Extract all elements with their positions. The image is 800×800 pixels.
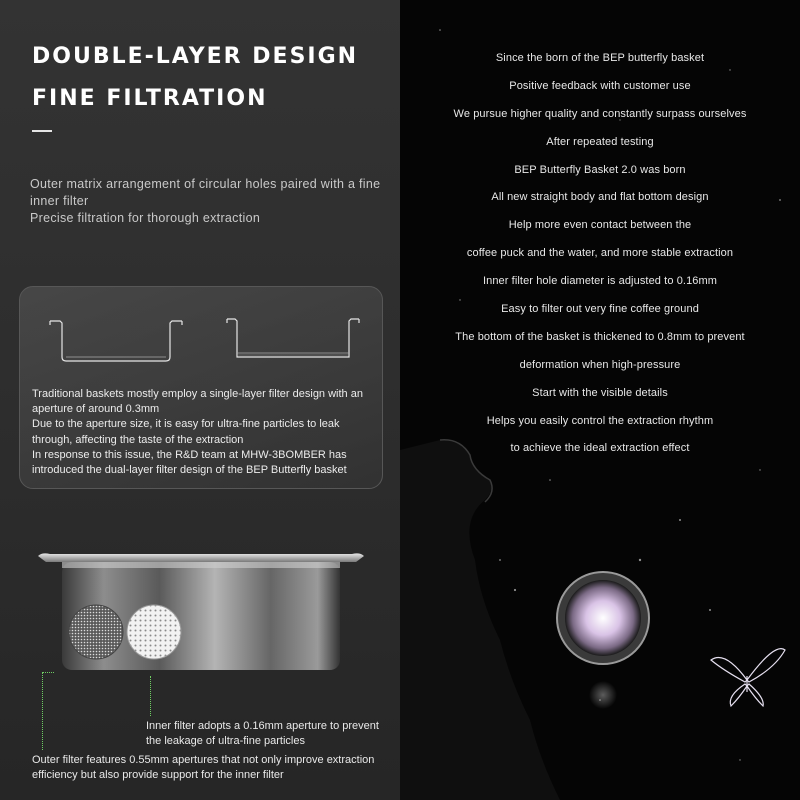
comparison-card	[19, 286, 383, 489]
headline-line-1: DOUBLE-LAYER DESIGN	[32, 44, 359, 69]
story-line: Easy to filter out very fine coffee ground	[501, 303, 699, 316]
story-line: Helps you easily control the extraction rhythm	[486, 414, 714, 427]
intro-line-2: Precise filtration for thorough extraction	[30, 211, 261, 225]
basket-photo	[38, 548, 364, 680]
story-line: to achieve the ideal extraction effect	[510, 442, 690, 455]
story-line: We pursue higher quality and constantly surpass ourselves	[453, 107, 747, 120]
story-line: coffee puck and the water, and more stable extraction	[466, 247, 734, 260]
story-line: Help more even contact between the	[508, 219, 692, 232]
card-line-1: Traditional baskets mostly employ a single-layer filter design with an aperture of around 0.3mm	[32, 388, 363, 416]
story-line: After repeated testing	[546, 135, 654, 148]
story-line: Since the born of the BEP butterfly basket	[495, 52, 705, 64]
story-line: All new straight body and flat bottom design	[491, 191, 709, 204]
outer-filter-callout: Outer filter features 0.55mm apertures that not only improve extraction efficiency but also provide support for the inner filter	[32, 754, 375, 781]
traditional-basket-diagram	[48, 305, 188, 365]
right-panel	[400, 0, 800, 800]
story-line: Start with the visible details	[532, 386, 668, 399]
card-line-3: In response to this issue, the R&D team at MHW-3BOMBER has introduced the dual-layer filter design of the BEP Butterfly basket	[32, 448, 347, 477]
story-line: deformation when high-pressure	[519, 358, 681, 371]
story-line: The bottom of the basket is thickened to 0.8mm to prevent	[455, 330, 745, 343]
outer-filter-leader-tick	[42, 672, 54, 673]
glowing-basket-orb	[552, 570, 654, 666]
story-line: BEP Butterfly Basket 2.0 was born	[514, 163, 686, 176]
headline-divider	[32, 130, 52, 132]
inner-filter-callout: Inner filter adopts a 0.16mm aperture to prevent the leakage of ultra-fine particles	[146, 720, 379, 747]
inner-filter-leader	[150, 676, 151, 716]
card-description	[32, 387, 377, 478]
headline-line-2: FINE FILTRATION	[32, 86, 268, 111]
butterfly-icon	[705, 640, 790, 710]
card-line-2: Due to the aperture size, it is easy for ultra-fine particles to leak through, affecting the taste of the extraction	[32, 418, 340, 446]
story-line: Positive feedback with customer use	[509, 79, 691, 92]
headline	[32, 36, 358, 120]
story-text	[400, 45, 800, 463]
intro-line-1: Outer matrix arrangement of circular holes paired with a fine inner filter	[30, 177, 381, 208]
intro-text	[30, 176, 382, 227]
outer-filter-leader	[42, 672, 43, 750]
story-line: Inner filter hole diameter is adjusted to 0.16mm	[482, 275, 718, 288]
butterfly-basket-diagram	[225, 305, 365, 365]
